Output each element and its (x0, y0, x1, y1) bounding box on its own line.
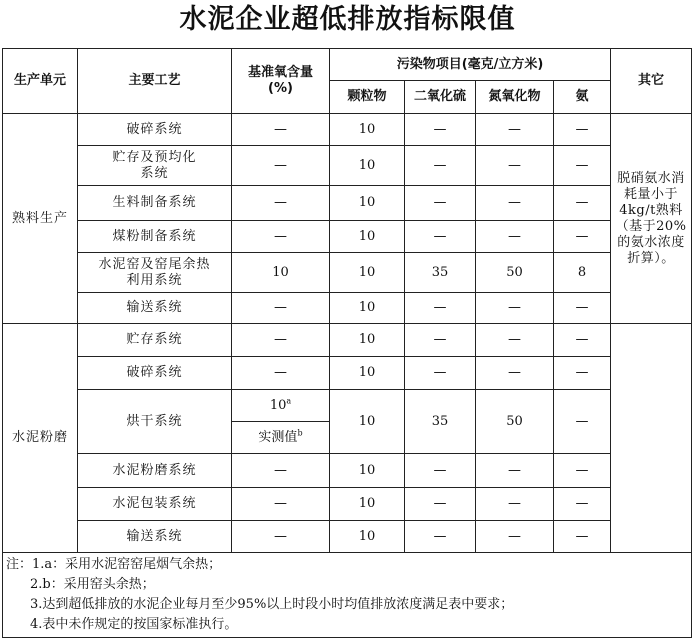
header-oxygen (232, 49, 330, 114)
header-nox: 氮氧化物 (476, 81, 554, 114)
oxygen-cell: — (232, 488, 330, 521)
particulate-cell: 10 (330, 146, 405, 186)
so2-cell: — (405, 114, 476, 146)
table-row (3, 186, 692, 221)
note-4: 4.表中未作规定的按国家标准执行。 (30, 617, 238, 632)
particulate-cell: 10 (330, 357, 405, 390)
particulate-cell: 10 (330, 324, 405, 357)
process-cell: 煤粉制备系统 (78, 221, 232, 253)
nox-cell: — (476, 521, 554, 553)
process-cell: 输送系统 (78, 293, 232, 324)
process-cell: 贮存及预均化系统 (78, 146, 232, 186)
so2-cell: — (405, 186, 476, 221)
note-3: 3.达到超低排放的水泥企业每月至少95%以上时段小时均值排放浓度满足表中要求； (30, 597, 514, 612)
oxygen-cell: — (232, 114, 330, 146)
table-row (3, 253, 692, 293)
oxygen-cell: — (232, 454, 330, 488)
ammonia-cell: — (554, 186, 611, 221)
ammonia-cell: — (554, 114, 611, 146)
table-row (3, 221, 692, 253)
so2-cell: — (405, 454, 476, 488)
process-cell: 输送系统 (78, 521, 232, 553)
ammonia-cell: — (554, 454, 611, 488)
emission-limits-table (2, 48, 692, 638)
header-particulate: 颗粒物 (330, 81, 405, 114)
header-process: 主要工艺 (78, 49, 232, 114)
particulate-cell: 10 (330, 521, 405, 553)
particulate-cell: 10 (330, 293, 405, 324)
table-row (3, 390, 692, 422)
page-title: 水泥企业超低排放指标限值 (179, 4, 516, 35)
particulate-cell: 10 (330, 454, 405, 488)
header-pollutants: 污染物项目(毫克/立方米) (330, 49, 611, 81)
ammonia-cell: 8 (554, 253, 611, 293)
ammonia-cell: — (554, 357, 611, 390)
table-row (3, 324, 692, 357)
header-oxygen-label: 基准氧含量 (247, 65, 313, 80)
ammonia-cell: — (554, 146, 611, 186)
ammonia-cell: — (554, 390, 611, 454)
ammonia-cell: — (554, 521, 611, 553)
so2-cell: — (405, 146, 476, 186)
so2-cell: 35 (405, 253, 476, 293)
notes-row (3, 553, 692, 638)
table-row (3, 146, 692, 186)
nox-cell: — (476, 324, 554, 357)
nox-cell: — (476, 146, 554, 186)
oxygen-measured-value: 实测值 (258, 429, 298, 445)
note-2: 2.b：采用窑头余热； (30, 577, 155, 592)
oxygen-cell: — (232, 186, 330, 221)
oxygen-cell: — (232, 293, 330, 324)
other-empty-cell (611, 324, 692, 553)
nox-cell: — (476, 114, 554, 146)
process-cell: 贮存系统 (78, 324, 232, 357)
process-cell: 破碎系统 (78, 114, 232, 146)
oxygen-cell: — (232, 324, 330, 357)
table-row (3, 357, 692, 390)
header-other: 其它 (611, 49, 692, 114)
header-ammonia: 氨 (554, 81, 611, 114)
so2-cell: — (405, 293, 476, 324)
nox-cell: — (476, 293, 554, 324)
oxygen-cell: — (232, 221, 330, 253)
oxygen-cell: 10 (232, 253, 330, 293)
header-unit: 生产单元 (3, 49, 78, 114)
process-cell: 破碎系统 (78, 357, 232, 390)
process-cell: 水泥窑及窑尾余热利用系统 (78, 253, 232, 293)
process-cell: 水泥包装系统 (78, 488, 232, 521)
particulate-cell: 10 (330, 253, 405, 293)
oxygen-cell (232, 422, 330, 454)
other-note-cell: 脱硝氨水消耗量小于4kg/t熟料（基于20%的氨水浓度折算）。 (611, 114, 692, 324)
ammonia-cell: — (554, 324, 611, 357)
nox-cell: — (476, 488, 554, 521)
nox-cell: — (476, 221, 554, 253)
ammonia-cell: — (554, 221, 611, 253)
oxygen-cell (232, 390, 330, 422)
header-oxygen-unit: (%) (268, 81, 293, 96)
notes-cell (3, 553, 692, 638)
particulate-cell: 10 (330, 221, 405, 253)
table-row (3, 521, 692, 553)
particulate-cell: 10 (330, 390, 405, 454)
nox-cell: 50 (476, 253, 554, 293)
unit-clinker: 熟料生产 (3, 114, 78, 324)
so2-cell: — (405, 324, 476, 357)
table-row (3, 488, 692, 521)
footnote-a-marker: a (286, 396, 292, 406)
particulate-cell: 10 (330, 186, 405, 221)
particulate-cell: 10 (330, 488, 405, 521)
so2-cell: — (405, 521, 476, 553)
oxygen-cell: — (232, 357, 330, 390)
particulate-cell: 10 (330, 114, 405, 146)
so2-cell: — (405, 221, 476, 253)
oxygen-value: 10 (269, 397, 287, 413)
nox-cell: — (476, 357, 554, 390)
note-1: 注：1.a：采用水泥窑窑尾烟气余热； (6, 557, 222, 572)
ammonia-cell: — (554, 293, 611, 324)
process-cell: 烘干系统 (78, 390, 232, 454)
table-row (3, 454, 692, 488)
header-so2: 二氧化硫 (405, 81, 476, 114)
nox-cell: — (476, 454, 554, 488)
nox-cell: 50 (476, 390, 554, 454)
unit-cement-grinding: 水泥粉磨 (3, 324, 78, 553)
so2-cell: 35 (405, 390, 476, 454)
so2-cell: — (405, 357, 476, 390)
footnote-b-marker: b (297, 428, 303, 438)
process-cell: 水泥粉磨系统 (78, 454, 232, 488)
process-cell: 生料制备系统 (78, 186, 232, 221)
table-row (3, 293, 692, 324)
so2-cell: — (405, 488, 476, 521)
table-row (3, 114, 692, 146)
oxygen-cell: — (232, 146, 330, 186)
nox-cell: — (476, 186, 554, 221)
oxygen-cell: — (232, 521, 330, 553)
ammonia-cell: — (554, 488, 611, 521)
